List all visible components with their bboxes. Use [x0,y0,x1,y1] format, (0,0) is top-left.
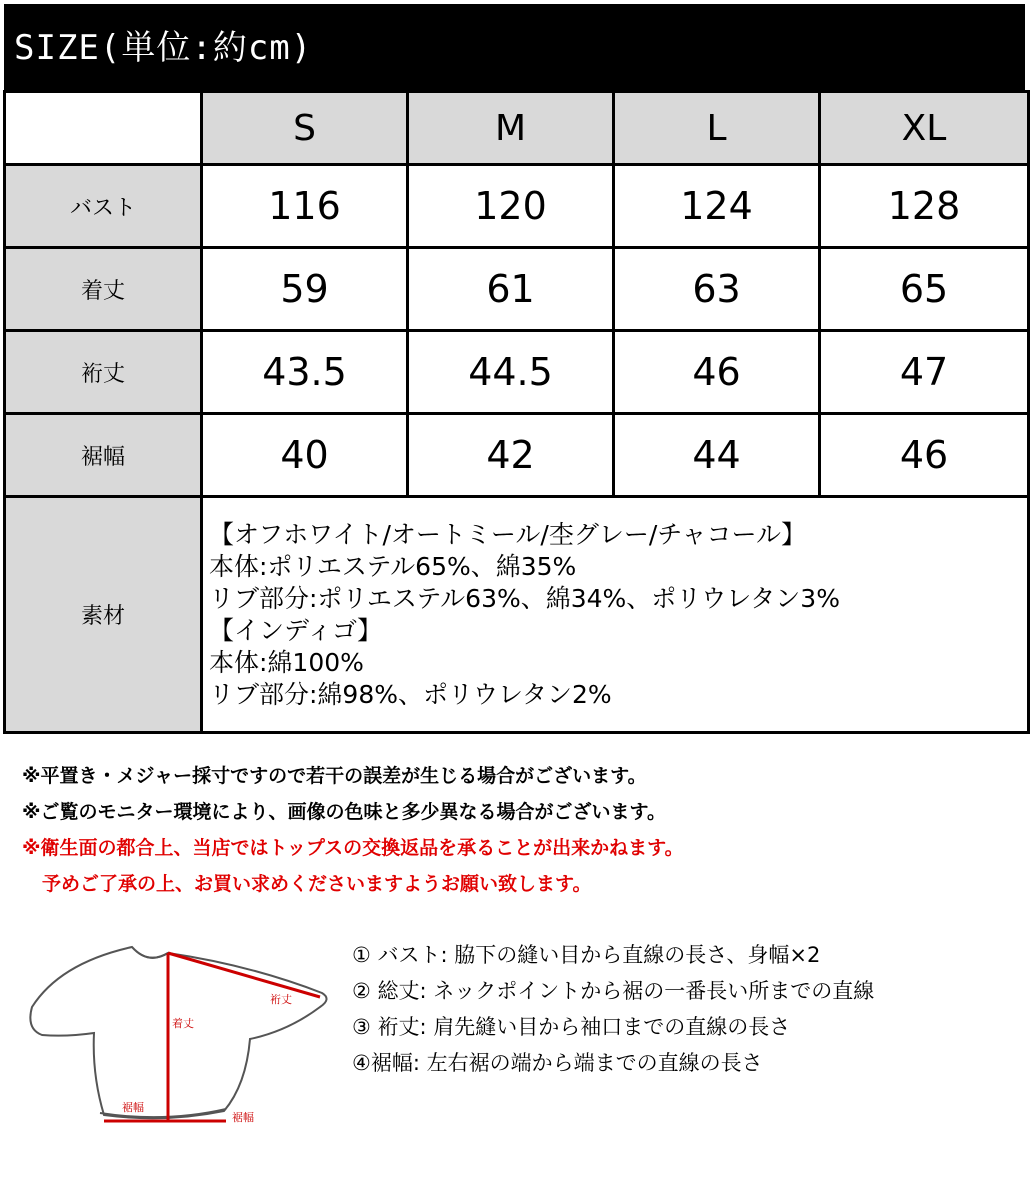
table-cell: 120 [408,165,614,248]
note-line: ※ご覧のモニター環境により、画像の色味と多少異なる場合がございます。 [22,801,666,823]
garment-diagram [20,935,340,1135]
sleeve-label: 裄丈 [270,993,292,1006]
sweater-outline [30,947,326,1118]
table-row [5,165,1029,248]
material-cell [202,497,1029,733]
measurement-legend [352,938,1012,1082]
note-line-warning: 予めご了承の上、お買い求めくださいますようお願い致します。 [42,873,592,895]
hem-label-right: 裾幅 [232,1111,254,1124]
size-header-s: S [202,92,408,165]
table-cell: 42 [408,414,614,497]
material-line: 本体:ポリエステル65%、綿35% [209,551,577,581]
corner-cell [5,92,202,165]
table-row [5,414,1029,497]
material-line: 【オフホワイト/オートミール/杢グレー/チャコール】 [209,519,807,549]
legend-item: ① バスト: 脇下の縫い目から直線の長さ、身幅×2 [352,943,821,967]
size-header-l: L [614,92,820,165]
legend-item: ② 総丈: ネックポイントから裾の一番長い所までの直線 [352,979,875,1003]
table-cell: 46 [614,331,820,414]
table-cell: 40 [202,414,408,497]
neckline [132,947,168,958]
table-cell: 128 [820,165,1029,248]
table-cell: 43.5 [202,331,408,414]
row-label-bust: バスト [5,165,202,248]
sleeve-measure-line [168,953,320,997]
table-cell: 116 [202,165,408,248]
material-line: リブ部分:ポリエステル63%、綿34%、ポリウレタン3% [209,583,840,613]
table-row [5,331,1029,414]
table-cell: 44 [614,414,820,497]
material-line: リブ部分:綿98%、ポリウレタン2% [209,679,612,709]
material-line: 【インディゴ】 [209,615,383,645]
row-label-material: 素材 [5,497,202,733]
notes [22,758,1022,902]
material-row [5,497,1029,733]
length-label: 着丈 [172,1017,194,1030]
table-cell: 46 [820,414,1029,497]
hem-rib [100,1109,226,1117]
table-cell: 124 [614,165,820,248]
size-title: SIZE(単位:約cm) [4,4,1025,92]
table-row [5,248,1029,331]
row-label-sleeve: 裄丈 [5,331,202,414]
table-cell: 59 [202,248,408,331]
table-cell: 44.5 [408,331,614,414]
legend-item: ③ 裄丈: 肩先縫い目から袖口までの直線の長さ [352,1015,791,1039]
size-table [3,90,1030,734]
sweater-illustration [20,935,340,1135]
row-label-length: 着丈 [5,248,202,331]
note-line-warning: ※衛生面の都合上、当店ではトップスの交換返品を承ることが出来かねます。 [22,837,684,859]
table-cell: 65 [820,248,1029,331]
table-cell: 47 [820,331,1029,414]
size-header-row [5,92,1029,165]
size-header-xl: XL [820,92,1029,165]
note-line: ※平置き・メジャー採寸ですので若干の誤差が生じる場合がございます。 [22,765,647,787]
legend-item: ④裾幅: 左右裾の端から端までの直線の長さ [352,1051,763,1075]
size-header-m: M [408,92,614,165]
table-cell: 63 [614,248,820,331]
table-cell: 61 [408,248,614,331]
row-label-hem: 裾幅 [5,414,202,497]
material-line: 本体:綿100% [209,647,364,677]
hem-label-left: 裾幅 [122,1101,144,1114]
